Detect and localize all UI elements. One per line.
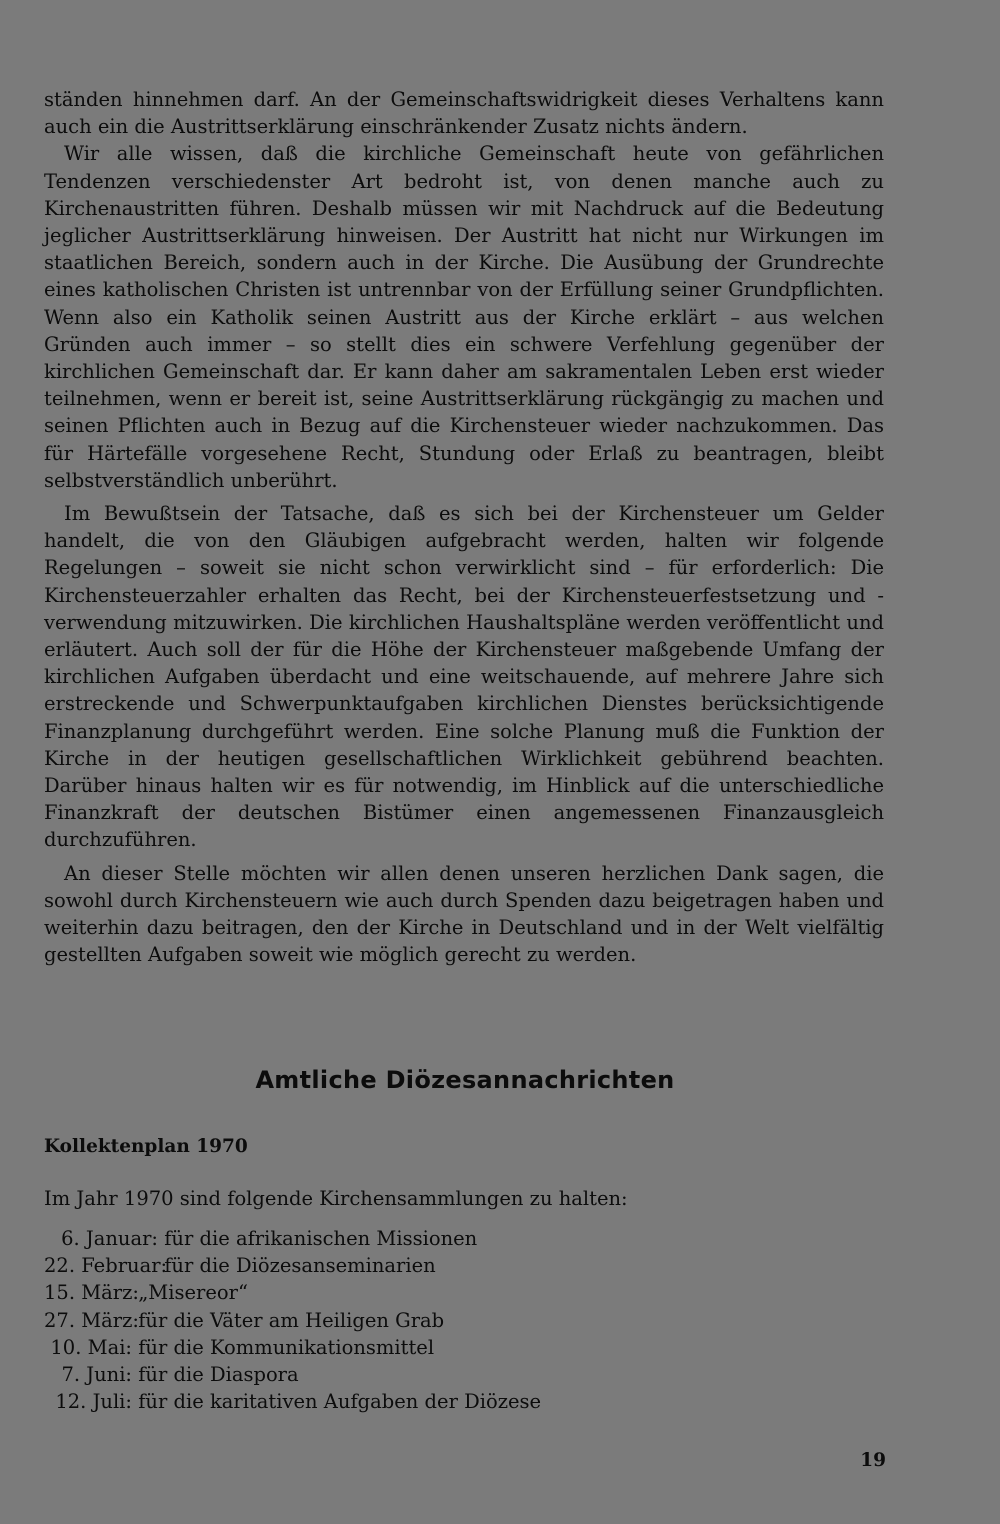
list-item [44,1334,541,1361]
collection-purpose: für die Diaspora [138,1363,299,1387]
list-item [44,1361,541,1388]
list-item [44,1225,541,1252]
intro-line: Im Jahr 1970 sind folgende Kirchensammlungen zu halten: [44,1187,628,1210]
collection-date: 6. Januar: [61,1227,158,1250]
collection-date: 27. März: [44,1308,139,1332]
collection-list [44,1225,541,1415]
collection-purpose: für die Väter am Heiligen Grab [138,1308,445,1332]
collection-date: 7. Juni: [61,1363,132,1387]
paragraph: An dieser Stelle möchten wir allen denen unseren herzlichen Dank sagen, die sowohl durch Kirchensteuern wie auch durch Spenden dazu beigetragen haben und weiterhin dazu beitragen, den der Kirche in Deutschland und in der Welt vielfältig gestellten Aufgaben soweit wie möglich gerecht zu werden. [44,861,884,967]
paragraph: Wir alle wissen, daß die kirchliche Gemeinschaft heute von gefährlichen Tendenzen verschiedenster Art bedroht ist, von denen manche auch zu Kirchenaustritten führen. Deshalb müssen wir mit Nachdruck auf die Bedeutung jeglicher Austrittserklärung hinweisen. Der Austritt hat nicht nur Wirkungen im staatlichen Bereich, sondern auch in der Kirche. Die Ausübung der Grundrechte eines katholischen Christen ist untrennbar von der Erfüllung seiner Grundpflichten. Wenn also ein Katholik seinen Austritt aus der Kirche erklärt – aus welchen Gründen auch immer – so stellt dies ein schwere Verfehlung gegenüber der kirchlichen Gemeinschaft dar. Er kann daher am sakramentalen Leben erst wieder teilnehmen, wenn er bereit ist, seine Austrittserklärung rückgängig zu machen und seinen Pflichten auch in Bezug auf die Kirchensteuer wieder nachzukommen. Das für Härtefälle vorgesehene Recht, Stundung oder Erlaß zu beantragen, bleibt selbstverständlich unberührt. [44,142,884,492]
list-item [44,1252,541,1279]
subheading: Kollektenplan 1970 [44,1136,248,1157]
collection-purpose: „Misereor“ [138,1281,248,1305]
list-item [44,1307,541,1334]
section-heading: Amtliche Diözesannachrichten [255,1066,675,1094]
page-number: 19 [860,1450,886,1471]
paragraph: ständen hinnehmen darf. An der Gemeinschaftswidrigkeit dieses Verhaltens kann auch ein die Austrittserklärung einschränkender Zusatz nichts ändern. [44,88,884,139]
collection-date: 12. Juli: [55,1390,132,1414]
collection-purpose: für die afrikanischen Missionen [164,1227,478,1250]
collection-purpose: für die Diözesanseminarien [164,1254,436,1278]
body-text [44,86,884,969]
collection-purpose: für die Kommunikationsmittel [138,1335,435,1359]
list-item [44,1388,541,1415]
collection-date: 15. März: [44,1281,139,1305]
collection-date: 22. Februar: [44,1254,168,1278]
paragraph: Im Bewußtsein der Tatsache, daß es sich bei der Kirchensteuer um Gelder handelt, die von den Gläubigen aufgebracht werden, halten wir folgende Regelungen – soweit sie nicht schon verwirklicht sind – für erforderlich: Die Kirchensteuerzahler erhalten das Recht, bei der Kirchensteuerfestsetzung und -verwendung mitzuwirken. Die kirchlichen Haushaltspläne werden veröffentlicht und erläutert. Auch soll der für die Höhe der Kirchensteuer maßgebende Umfang der kirchlichen Aufgaben überdacht und eine weitschauende, auf mehrere Jahre sich erstreckende und Schwerpunktaufgaben kirchlichen Dienstes berücksichtigende Finanzplanung durchgeführt werden. Eine solche Planung muß die Funktion der Kirche in der heutigen gesellschaftlichen Wirklichkeit gebührend beachten. Darüber hinaus halten wir es für notwendig, im Hinblick auf die unterschiedliche Finanzkraft der deutschen Bistümer einen angemessenen Finanzausgleich durchzuführen. [44,502,884,852]
collection-purpose: für die karitativen Aufgaben der Diözese [138,1390,542,1414]
list-item [44,1279,541,1306]
collection-date: 10. Mai: [50,1335,132,1359]
